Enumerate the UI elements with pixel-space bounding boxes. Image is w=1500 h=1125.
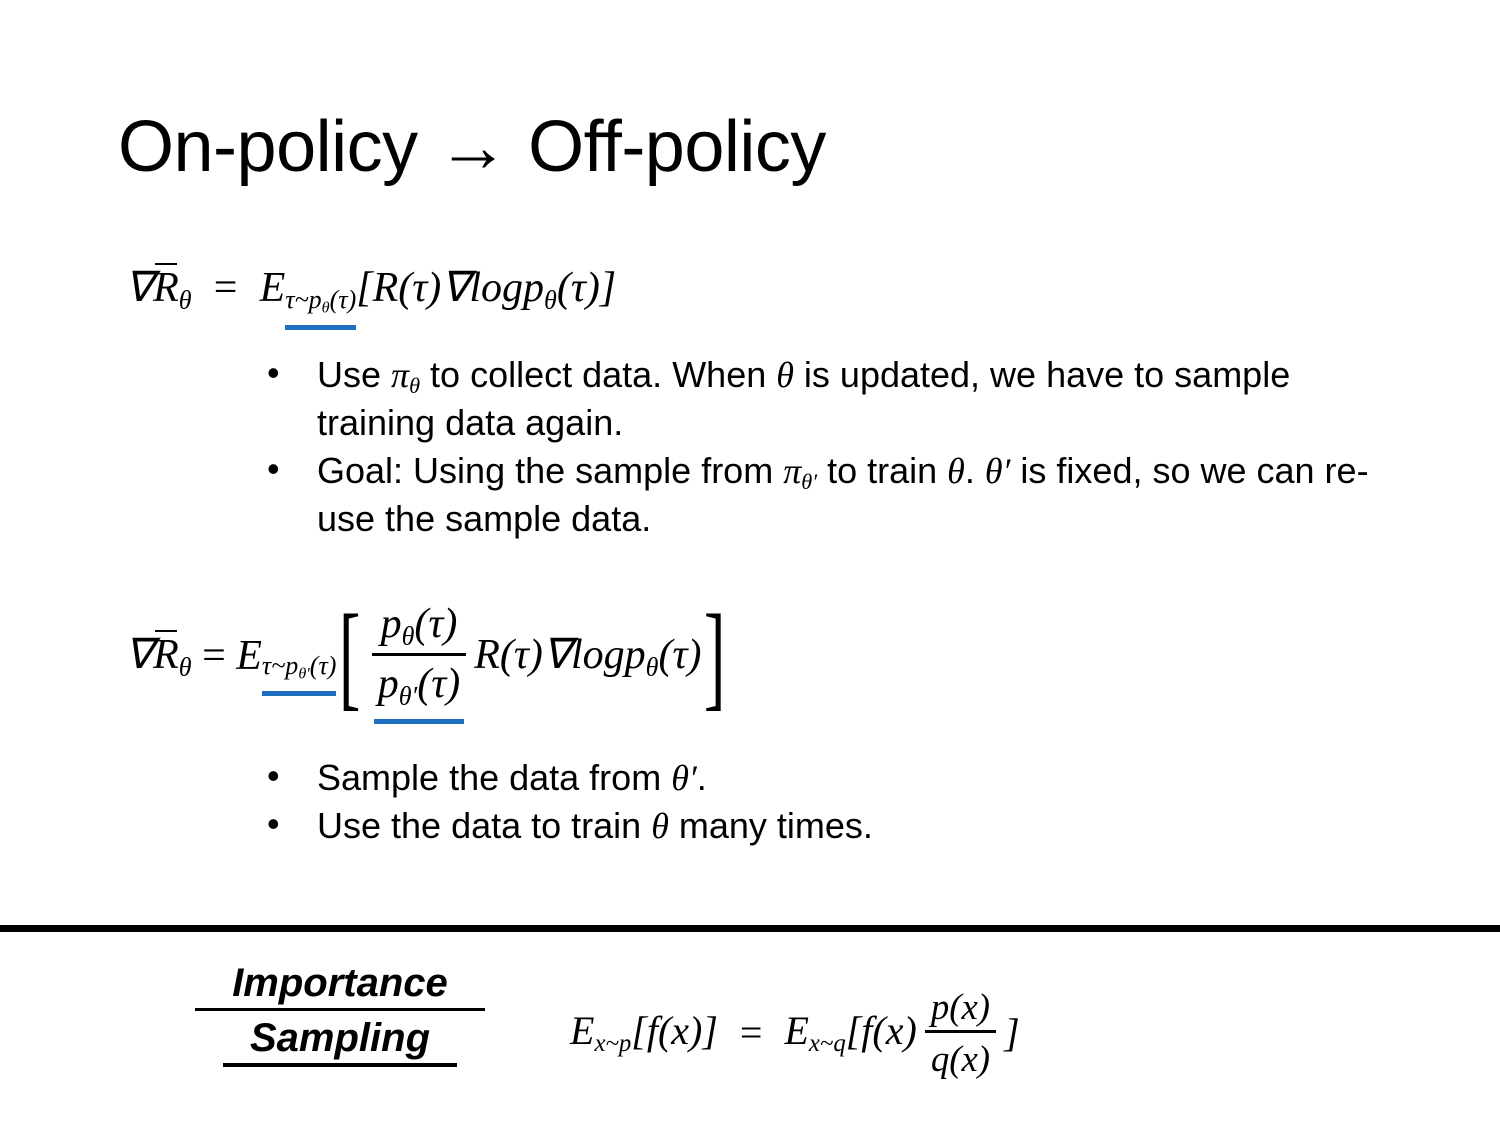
equation-gradient-off-policy bbox=[125, 589, 729, 721]
eq1-expectation-symbol: E bbox=[259, 265, 286, 311]
equation-importance-sampling bbox=[570, 985, 1020, 1080]
eq2-importance-ratio bbox=[372, 600, 467, 712]
eq1-body: [R(τ)∇logp$_\theta$(τ)] bbox=[356, 265, 617, 315]
eq2-ratio-numerator: $p_\theta(\tau)$ bbox=[380, 601, 458, 651]
importance-sampling-label-line2: Sampling bbox=[195, 1009, 485, 1064]
list-item: • Use $\pi_\theta$ to collect data. When θ is updated, we have to sample training data again. bbox=[255, 352, 1395, 446]
eq2-lhs: $\nabla R_\theta$ bbox=[125, 632, 192, 682]
eq2-subscript-underlined: τ~pθ′(τ) bbox=[262, 628, 337, 683]
eq2-equals: = bbox=[191, 632, 237, 679]
importance-sampling-label-line1: Importance bbox=[195, 958, 485, 1009]
eq3-bracket-close: ] bbox=[1004, 1010, 1020, 1055]
list-item: • Use the data to train θ many times. bbox=[255, 803, 1395, 849]
equation-gradient-on-policy bbox=[125, 262, 616, 318]
eq3-weight-ratio bbox=[925, 985, 996, 1080]
eq3-ratio-numerator: p(x) bbox=[930, 986, 991, 1027]
page-title: On-policy → Off-policy bbox=[118, 107, 826, 187]
eq2-bracket-open: [ bbox=[339, 589, 361, 721]
bullet-list-bottom bbox=[255, 755, 1395, 852]
eq3-equals: = bbox=[739, 1010, 763, 1055]
list-item: • Goal: Using the sample from $\pi_{\theta'}$ to train θ. θ′ is fixed, so we can re-use the sample data. bbox=[255, 448, 1395, 542]
eq2-bracket-close: ] bbox=[704, 589, 726, 721]
eq1-lhs: $\nabla R_\theta$ bbox=[125, 265, 192, 315]
eq2-expectation-symbol: E bbox=[236, 632, 262, 679]
eq3-lhs-expectation: $E_{x\sim p}[f(x)]$ bbox=[570, 1008, 718, 1057]
eq1-subscript-underlined: τ~pθ(τ) bbox=[285, 263, 356, 318]
eq2-ratio-denominator: $p_{\theta'}(\tau)$ bbox=[372, 653, 467, 711]
importance-sampling-label bbox=[195, 958, 485, 1064]
section-divider bbox=[0, 925, 1500, 932]
eq3-ratio-denominator: q(x) bbox=[925, 1030, 996, 1080]
eq3-rhs-expectation: $E_{x\sim q}[f(x)$ bbox=[784, 1008, 917, 1057]
bullet-list-top bbox=[255, 352, 1395, 543]
list-item: • Sample the data from θ′. bbox=[255, 755, 1395, 801]
eq1-equals: = bbox=[203, 265, 248, 311]
eq2-body: R(τ)∇logp$_\theta$(τ) bbox=[474, 632, 702, 682]
